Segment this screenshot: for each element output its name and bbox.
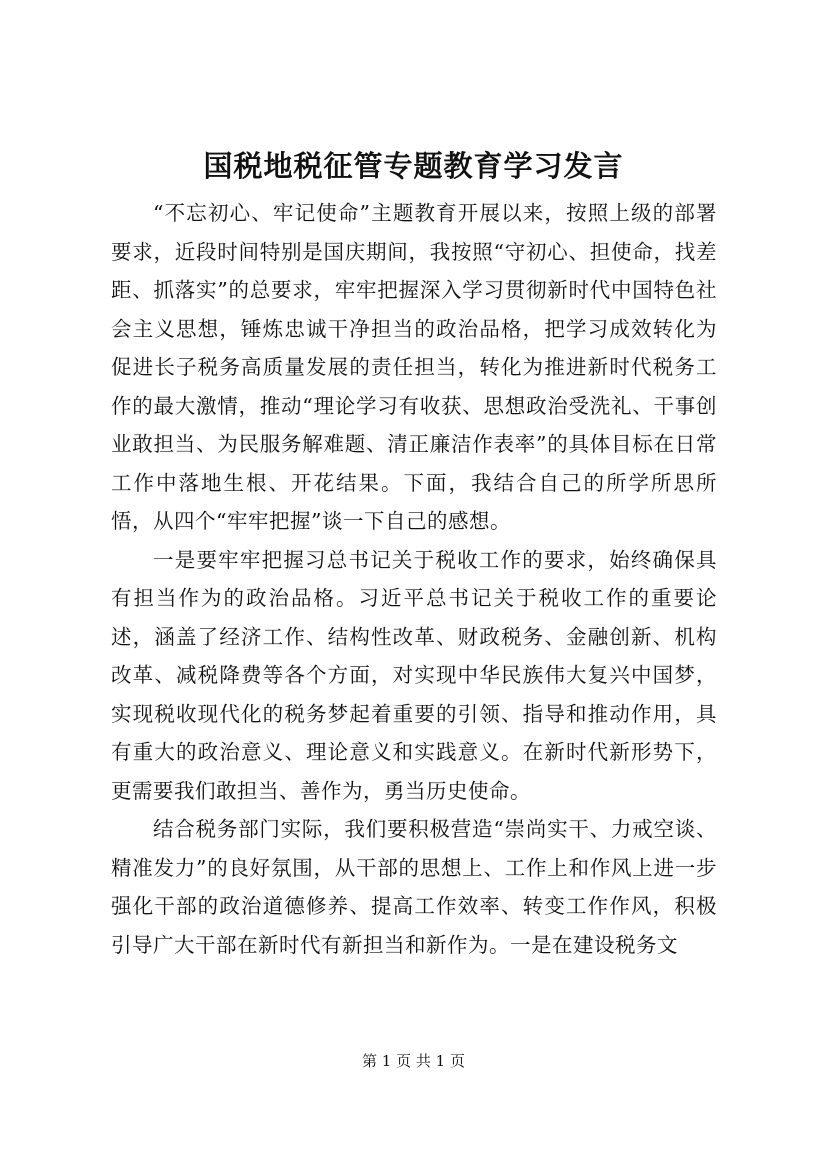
paragraph: “不忘初心、牢记使命”主题教育开展以来，按照上级的部署要求，近段时间特别是国庆期间，我按照“守初心、担使命，找差距、抓落实”的总要求，牢牢把握深入学习贯彻新时代中国特色社会主义思想，锤炼忠诚干净担当的政治品格，把学习成效转化为促进长子税务高质量发展的责任担当，转化为推进新时代税务工作的最大激情，推动“理论学习有收获、思想政治受洗礼、干事创业敢担当、为民服务解难题、清正廉洁作表率”的具体目标在日常工作中落地生根、开花结果。下面，我结合自己的所学所思所悟，从四个“牢牢把握”谈一下自己的感想。 (111, 201, 717, 533)
paragraph: 结合税务部门实际，我们要积极营造“崇尚实干、力戒空谈、精准发力”的良好氛围，从干部的思想上、工作上和作风上进一步强化干部的政治道德修养、提高工作效率、转变工作作风，积极引导广大干部在新时代有新担当和新作为。一是在建设税务文 (111, 817, 717, 957)
paragraph: 一是要牢牢把握习总书记关于税收工作的要求，始终确保具有担当作为的政治品格。习近平总书记关于税收工作的重要论述，涵盖了经济工作、结构性改革、财政税务、金融创新、机构改革、减税降费等各个方面，对实现中华民族伟大复兴中国梦，实现税收现代化的税务梦起着重要的引领、指导和推动作用，具有重大的政治意义、理论意义和实践意义。在新时代新形势下，更需要我们敢担当、善作为，勇当历史使命。 (111, 547, 717, 803)
page-number-footer: 第 1 页 共 1 页 (362, 1052, 465, 1070)
document-title: 国税地税征管专题教育学习发言 (203, 149, 624, 183)
document-body (111, 194, 717, 964)
